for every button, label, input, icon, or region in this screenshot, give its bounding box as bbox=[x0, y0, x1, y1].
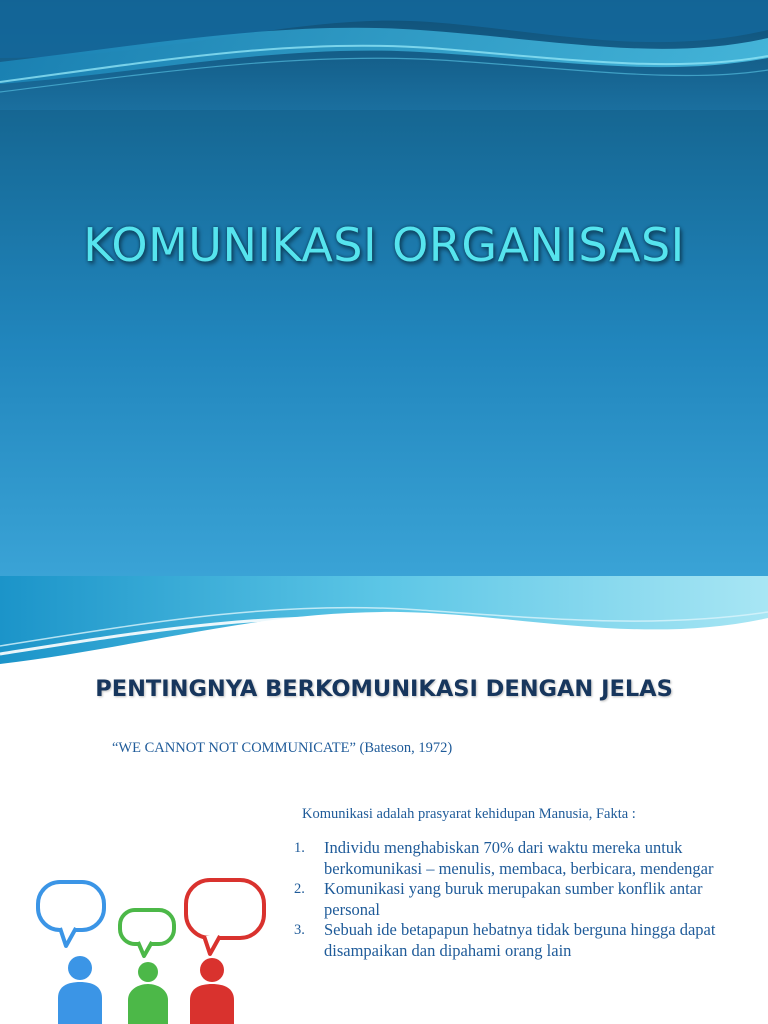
slide-2 bbox=[0, 576, 768, 1024]
green-speech-bubble-icon bbox=[120, 910, 174, 956]
list-number: 1. bbox=[294, 840, 305, 856]
list-text: Sebuah ide betapapun hebatnya tidak berguna hingga dapat disampaikan dan dipahami orang lain bbox=[324, 920, 716, 960]
bateson-quote: “WE CANNOT NOT COMMUNICATE” (Bateson, 1972) bbox=[112, 740, 453, 756]
green-person-icon bbox=[128, 962, 168, 1024]
facts-intro: Komunikasi adalah prasyarat kehidupan Manusia, Fakta : bbox=[302, 806, 636, 822]
slide2-wave-decoration bbox=[0, 576, 768, 671]
red-person-icon bbox=[190, 958, 234, 1024]
blue-person-icon bbox=[58, 956, 102, 1024]
list-number: 3. bbox=[294, 922, 305, 938]
list-item bbox=[294, 920, 734, 961]
list-item bbox=[294, 879, 734, 920]
slide-heading: PENTINGNYA BERKOMUNIKASI DENGAN JELAS bbox=[95, 676, 673, 702]
facts-list bbox=[294, 838, 734, 961]
red-speech-bubble-icon bbox=[186, 880, 264, 954]
list-text: Individu menghabiskan 70% dari waktu mereka untuk berkomunikasi – menulis, membaca, berbicara, mendengar bbox=[324, 838, 714, 878]
header-wave-decoration bbox=[0, 0, 768, 110]
blue-speech-bubble-icon bbox=[38, 882, 104, 946]
list-text: Komunikasi yang buruk merupakan sumber konflik antar personal bbox=[324, 879, 703, 919]
presentation-title: KOMUNIKASI ORGANISASI bbox=[83, 218, 685, 272]
people-speech-bubbles-illustration bbox=[24, 876, 280, 1024]
list-number: 2. bbox=[294, 881, 305, 897]
list-item bbox=[294, 838, 734, 879]
